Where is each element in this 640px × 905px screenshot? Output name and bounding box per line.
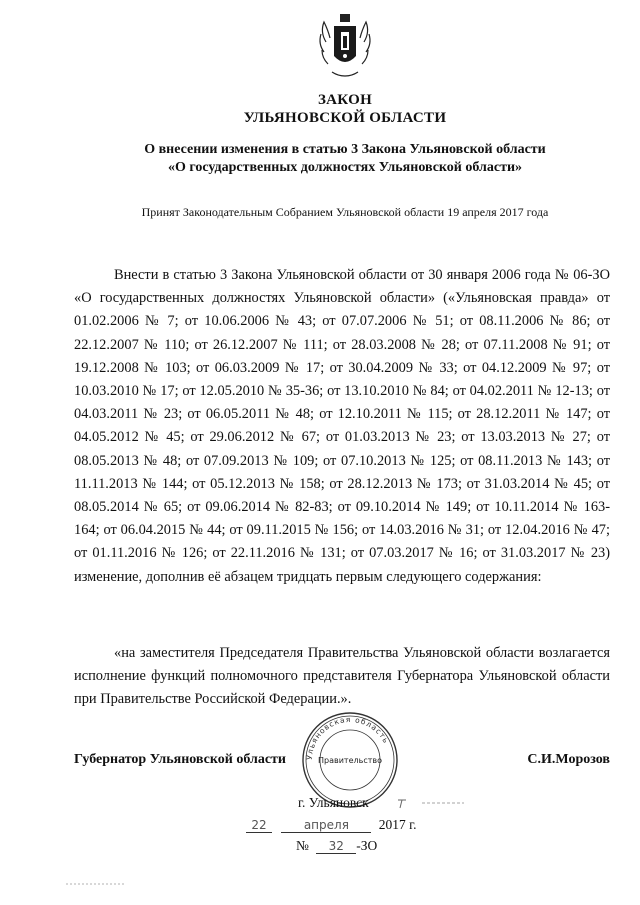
seal-ring-text: Ульяновская область bbox=[304, 714, 391, 761]
adoption-note: Принят Законодательным Собранием Ульяновской области 19 апреля 2017 года bbox=[141, 205, 549, 219]
date-month: апреля bbox=[281, 818, 371, 833]
signer-name: С.И.Морозов bbox=[527, 752, 610, 767]
place-of-signing: г. Ульяновск bbox=[298, 795, 369, 810]
footer-mark bbox=[66, 882, 126, 886]
handwritten-mark bbox=[396, 796, 466, 810]
coat-of-arms-emblem bbox=[316, 12, 374, 80]
law-number bbox=[296, 838, 377, 854]
signing-date bbox=[246, 817, 417, 833]
date-day: 22 bbox=[246, 818, 272, 833]
quoted-amendment: «на заместителя Председателя Правительства Ульяновской области возлагается исполнение функций полномочного представителя Губернатора Ульяновской области при Правительстве Российской Федерации.». bbox=[74, 645, 610, 708]
number-value: 32 bbox=[316, 839, 356, 854]
date-year: 2017 г. bbox=[378, 817, 417, 832]
number-sign: № bbox=[296, 838, 309, 853]
region-title: УЛЬЯНОВСКОЙ ОБЛАСТИ bbox=[243, 110, 447, 126]
law-subject-line1: О внесении изменения в статью 3 Закона Ульяновской области bbox=[144, 142, 546, 157]
signer-position: Губернатор Ульяновской области bbox=[74, 752, 286, 767]
law-body bbox=[74, 264, 610, 589]
law-subject-line2: «О государственных должностях Ульяновской области» bbox=[167, 160, 523, 175]
law-title: ЗАКОН bbox=[317, 92, 373, 108]
main-paragraph: Внести в статью 3 Закона Ульяновской области от 30 января 2006 года № 06-ЗО «О государственных должностях Ульяновской области» («Ульяновская правда» от 01.02.2006 № 7; от 10.06.2006 № 43; от 07.07.2006 № 51; от 08.11.2006 № 86; от 22.12.2007 № 110; от 26.12.2007 № 111; от 28.03.2008 № 28; от 07.11.2008 № 91; от 19.12.2008 № 103; от 06.03.2009 № 17; от 30.04.2009 № 33; от 04.12.2009 № 97; от 10.03.2010 № 17; от 12.05.2010 № 35-36; от 13.10.2010 № 84; от 04.02.2011 № 12-13; от 04.03.2011 № 23; от 06.05.2011 № 48; от 12.10.2011 № 115; от 28.12.2011 № 147; от 04.05.2012 № 45; от 29.06.2012 № 67; от 01.03.2013 № 23; от 13.03.2013 № 27; от 08.05.2013 № 48; от 07.09.2013 № 109; от 07.10.2013 № 125; от 08.11.2013 № 143; от 11.11.2013 № 144; от 05.12.2013 № 158; от 28.12.2013 № 173; от 31.03.2014 № 45; от 08.05.2014 № 65; от 09.06.2014 № 82-83; от 09.10.2014 № 149; от 10.11.2014 № 163-164; от 06.04.2015 № 44; от 09.11.2015 № 156; от 14.03.2016 № 31; от 12.04.2016 № 47; от 01.11.2016 № 126; от 22.11.2016 № 131; от 07.03.2017 № 16; от 31.03.2017 № 23) изменение, дополнив её абзацем тридцать первым следующего содержания: bbox=[74, 267, 610, 585]
seal-center-text: Правительство bbox=[318, 756, 382, 765]
number-suffix: -ЗО bbox=[356, 838, 378, 853]
